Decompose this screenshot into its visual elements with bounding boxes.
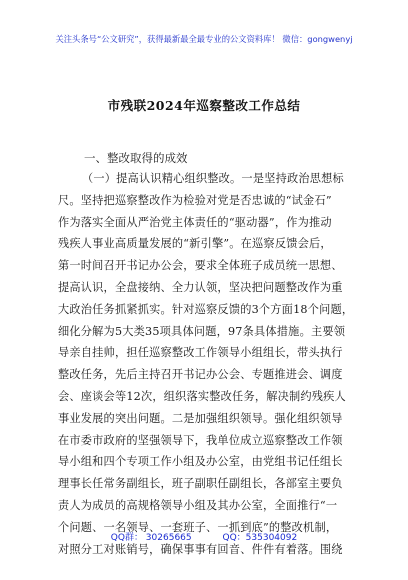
section-heading: 一、整改取得的成效 — [84, 151, 188, 165]
text-line: 整改任务，先后主持召开书记办公会、专题推进会、调度 — [58, 368, 343, 382]
header-note: 关注头条号“公文研究”，获得最新最全最专业的公文资料库！ 微信：gongwenyj — [55, 34, 353, 44]
text-line: 尺。坚持把巡察整改作为检验对党是否忠诚的“试金石” — [58, 193, 332, 207]
text-line: 责人为成员的高规格领导小组及其办公室，全面推行“一 — [58, 498, 338, 512]
footer-contact — [0, 530, 408, 543]
text-line: 细化分解为5大类35项具体问题，97条具体措施。主要领 — [58, 324, 346, 338]
text-line: 会、座谈会等12次，组织落实整改任务，解决制约残疾人 — [58, 389, 346, 403]
text-line: 残疾人事业高质量发展的“新引擎”。在巡察反馈会后， — [58, 237, 332, 251]
text-line: 第一时间召开书记办公会，要求全体班子成员统一思想、 — [58, 259, 343, 273]
text-line: 对照分工对账销号，确保事事有回音、件件有着落。围绕 — [58, 542, 343, 556]
text-line: 个问题、一名领导、一套班子、一抓到底”的整改机制， — [58, 520, 338, 534]
footer-qq-group: QQ群： 30265665 — [110, 533, 192, 543]
footer-qq: QQ：535304092 — [222, 533, 298, 543]
text-line: 大政治任务抓紧抓实。针对巡察反馈的3个方面18个问题， — [58, 302, 354, 316]
text-line: 导亲自挂帅，担任巡察整改工作领导小组组长，带头执行 — [58, 346, 343, 360]
text-line: 理事长任常务副组长，班子副职任副组长，各部室主要负 — [58, 477, 343, 491]
text-line: （一）提高认识精心组织整改。一是坚持政治思想标 — [82, 172, 344, 185]
text-line: 提高认识，全盘接纳、全力认领，坚决把问题整改作为重 — [58, 280, 343, 294]
text-line: 在市委市政府的坚强领导下，我单位成立巡察整改工作领 — [58, 433, 343, 447]
text-line: 作为落实全面从严治党主体责任的“驱动器”，作为推动 — [58, 215, 332, 229]
text-line: 事业发展的突出问题。二是加强组织领导。强化组织领导 — [58, 411, 343, 425]
body-text — [58, 168, 358, 560]
text-line: 导小组和四个专项工作小组及办公室，由党组书记任组长 — [58, 455, 343, 469]
document-title: 市残联2024年巡察整改工作总结 — [107, 98, 301, 113]
